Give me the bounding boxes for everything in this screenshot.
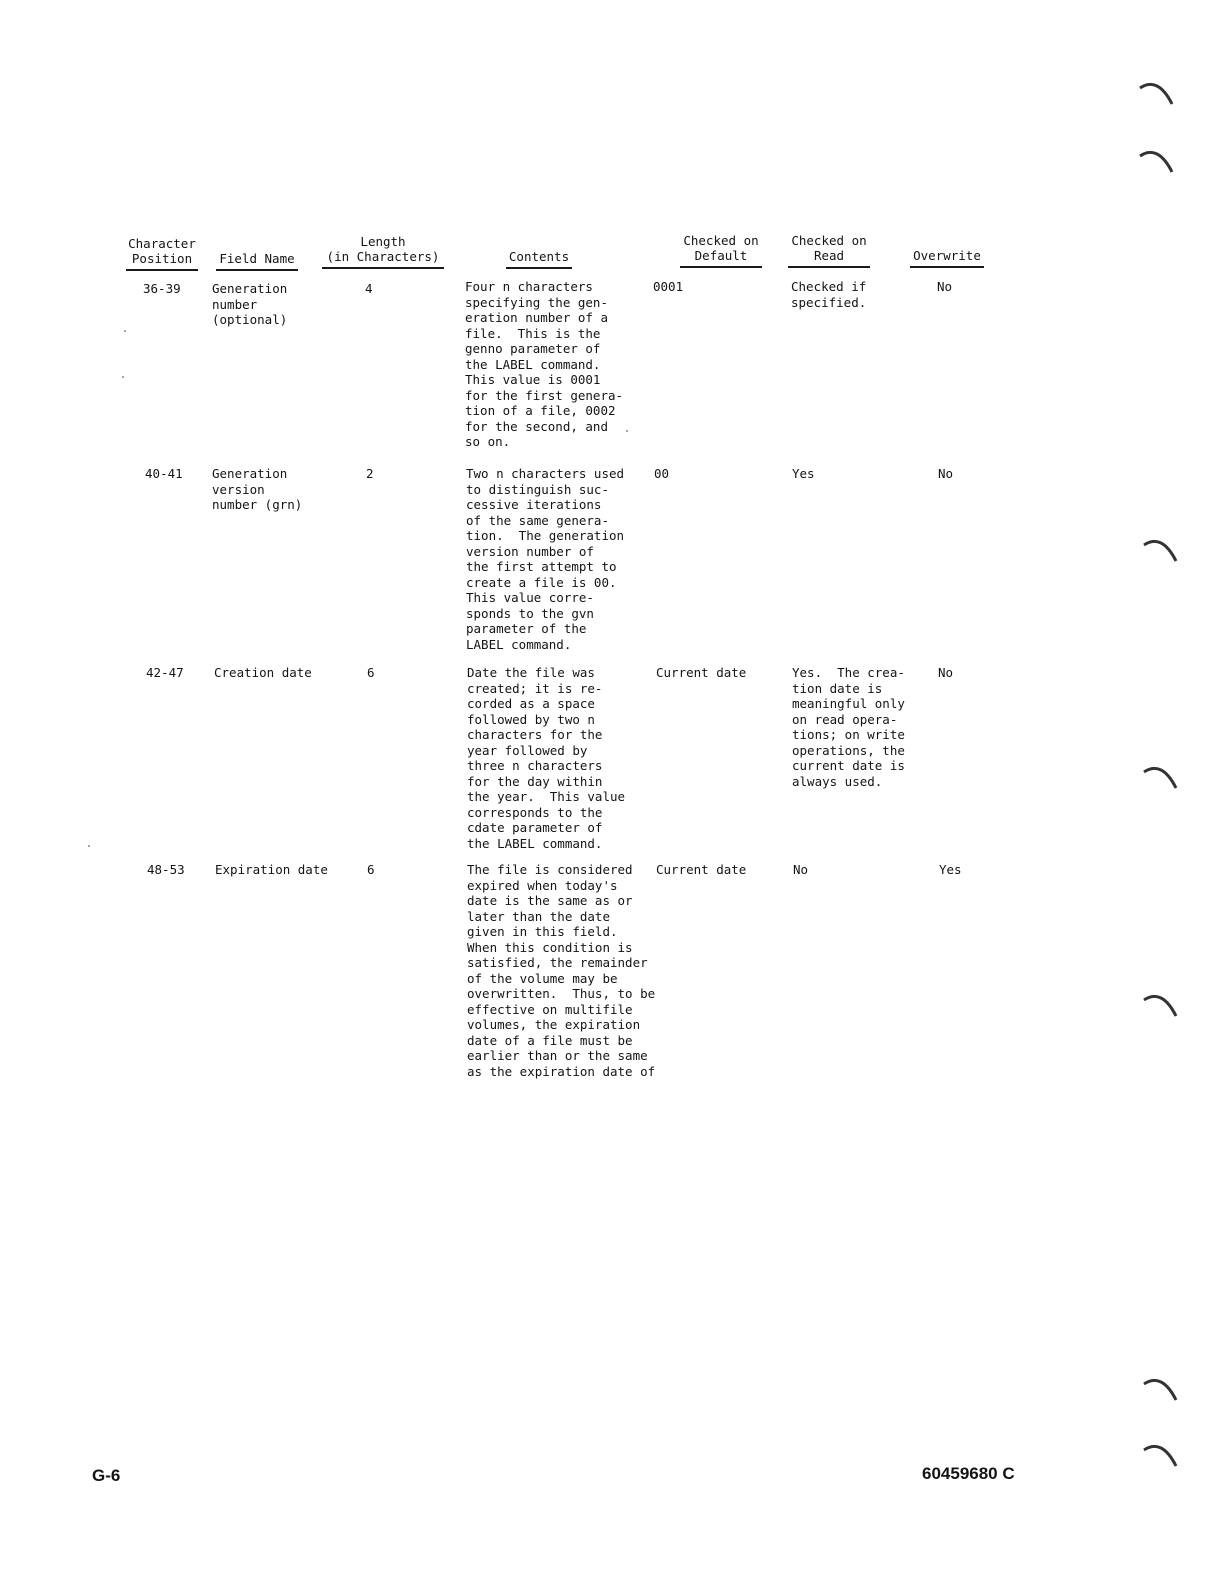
header-rule xyxy=(506,267,572,269)
punch-hole-mark xyxy=(1142,1440,1178,1476)
scan-speck xyxy=(124,330,126,332)
row-3-contents: Date the file was created; it is re- corded as a space followed by two n characters for the year followed by three n characters for the day within the year. This value corresponds to the cdate parameter of the LABEL command. xyxy=(467,665,626,851)
header-line: Default xyxy=(694,248,748,263)
row-4-length: 6 xyxy=(367,862,375,877)
row-1-overwrite: No xyxy=(937,279,953,294)
header-line: Contents xyxy=(508,249,570,264)
header-rule xyxy=(126,269,198,271)
row-1-position: 36-39 xyxy=(143,281,181,296)
row-2-overwrite: No xyxy=(938,466,954,481)
punch-hole-mark xyxy=(1142,762,1178,798)
row-3-read: Yes. The crea- tion date is meaningful only on read opera- tions; on write operations, the current date is always used. xyxy=(792,665,905,789)
row-1-read: Checked if specified. xyxy=(791,279,867,310)
header-line: Field Name xyxy=(219,251,295,266)
header-rule xyxy=(680,266,762,268)
row-1-default: 0001 xyxy=(653,279,684,294)
row-1-length: 4 xyxy=(365,281,373,296)
row-2-length: 2 xyxy=(366,466,374,481)
row-4-read: No xyxy=(793,862,809,877)
row-2-field-name: Generation version number (grn) xyxy=(212,466,303,512)
punch-hole-mark xyxy=(1138,78,1174,114)
header-checked-on-default xyxy=(680,233,762,268)
header-overwrite xyxy=(910,248,984,268)
header-length xyxy=(322,234,444,269)
punch-hole-mark xyxy=(1142,535,1178,571)
row-2-read: Yes xyxy=(792,466,815,481)
document-number: 60459680 C xyxy=(922,1464,1015,1483)
header-rule xyxy=(910,266,984,268)
scan-speck xyxy=(88,845,90,847)
header-rule xyxy=(322,267,444,269)
header-line: Overwrite xyxy=(913,248,981,263)
header-character-position xyxy=(126,236,198,271)
row-2-position: 40-41 xyxy=(145,466,183,481)
row-4-position: 48-53 xyxy=(147,862,185,877)
header-line: Character xyxy=(128,236,196,251)
header-line: Length xyxy=(360,234,406,249)
scan-speck xyxy=(626,430,628,432)
row-4-overwrite: Yes xyxy=(939,862,962,877)
page-number: G-6 xyxy=(92,1466,121,1485)
row-3-position: 42-47 xyxy=(146,665,184,680)
row-3-default: Current date xyxy=(656,665,747,680)
row-2-contents: Two n characters used to distinguish suc- cessive iterations of the same genera- tion. The generation version number of the first attempt to create a file is 00. This value corre- sponds to the gvn parameter of the LABEL command. xyxy=(466,466,625,652)
scan-speck xyxy=(122,376,124,378)
punch-hole-mark xyxy=(1142,990,1178,1026)
row-3-field-name: Creation date xyxy=(214,665,312,680)
punch-hole-mark xyxy=(1138,146,1174,182)
row-3-length: 6 xyxy=(367,665,375,680)
header-contents xyxy=(506,249,572,269)
row-1-contents: Four n characters specifying the gen- eration number of a file. This is the genno parameter of the LABEL command. This value is 0001 for the first genera- tion of a file, 0002 for the second, and so on. xyxy=(465,279,624,449)
row-3-overwrite: No xyxy=(938,665,954,680)
header-line: Read xyxy=(813,248,845,263)
header-checked-on-read xyxy=(788,233,870,268)
row-2-default: 00 xyxy=(654,466,670,481)
header-line: Checked on xyxy=(683,233,759,248)
row-4-default: Current date xyxy=(656,862,747,877)
header-field-name xyxy=(216,251,298,271)
header-line: Position xyxy=(131,251,193,266)
row-4-contents: The file is considered expired when today's date is the same as or later than the date given in this field. When this condition is satisfied, the remainder of the volume may be overwritten. Thus, to be effective on multifile volumes, the expiration date of a file must be earlier than or the same as the expiration date of xyxy=(467,862,656,1079)
header-rule xyxy=(216,269,298,271)
row-1-field-name: Generation number (optional) xyxy=(212,281,288,327)
row-4-field-name: Expiration date xyxy=(215,862,328,877)
header-line: (in Characters) xyxy=(326,249,440,264)
punch-hole-mark xyxy=(1142,1374,1178,1410)
header-line: Checked on xyxy=(791,233,867,248)
header-rule xyxy=(788,266,870,268)
